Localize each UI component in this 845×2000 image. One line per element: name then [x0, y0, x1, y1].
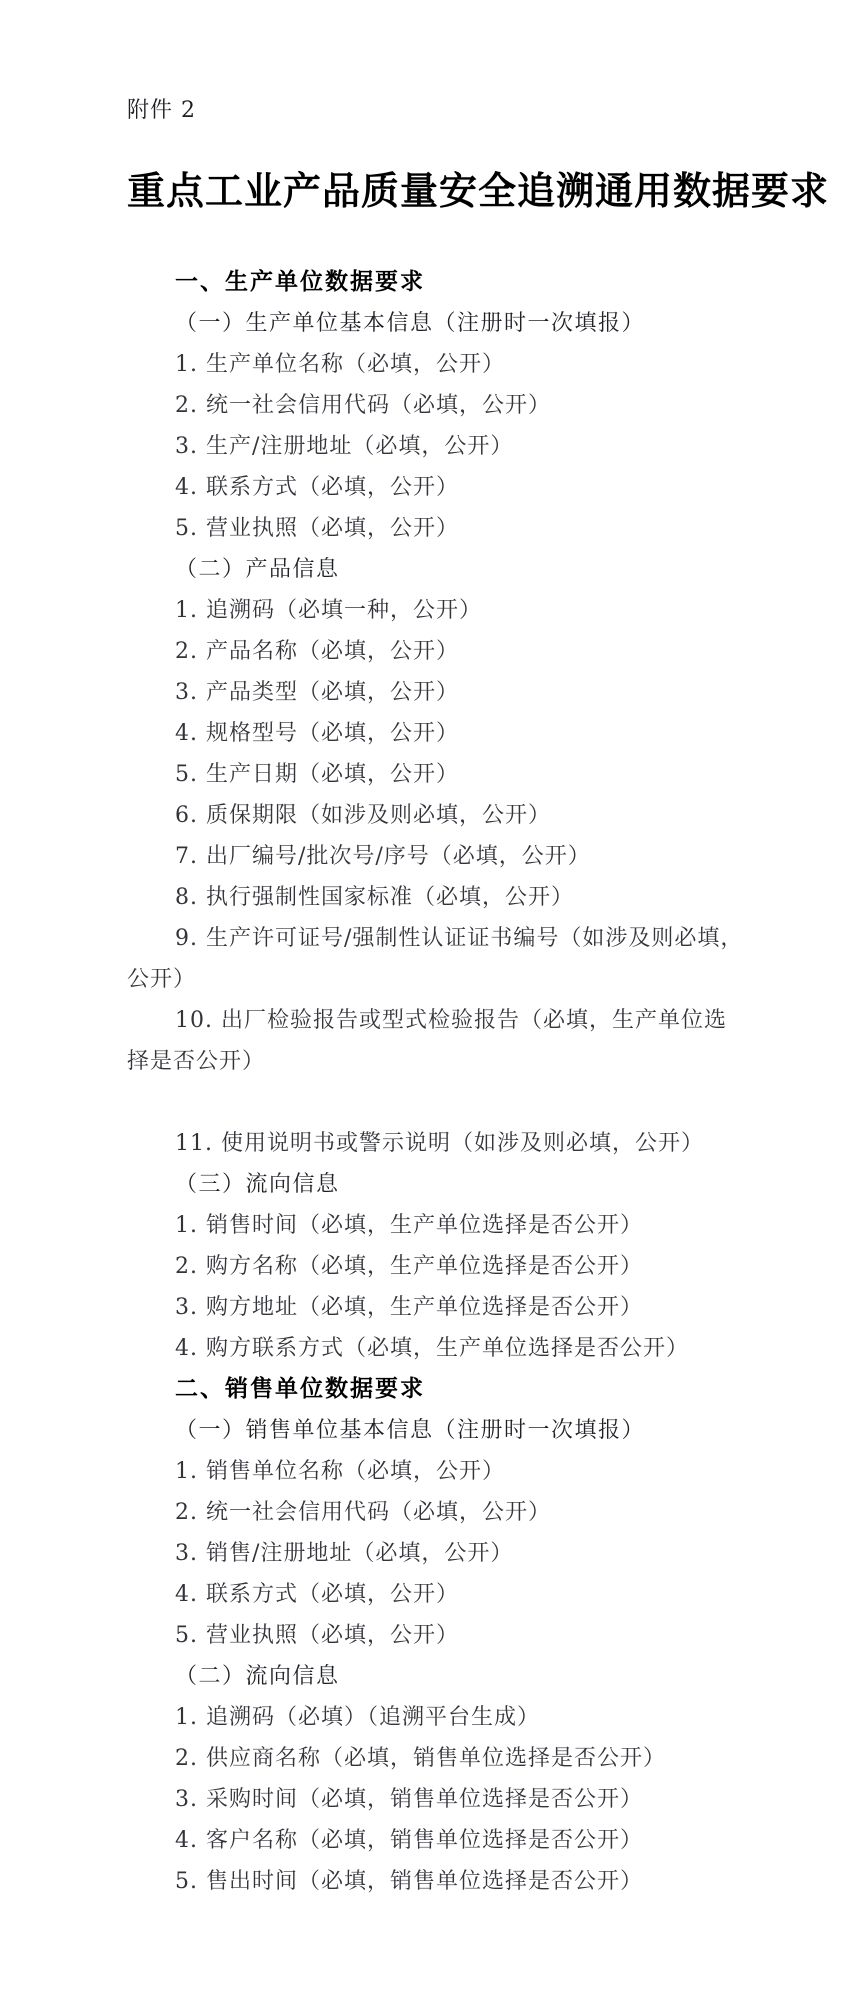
list-item: 1. 生产单位名称（必填，公开）	[175, 352, 505, 377]
list-item: 1. 追溯码（必填一种，公开）	[175, 598, 482, 623]
attachment-label: 附件 2	[127, 98, 196, 123]
list-item: 4. 客户名称（必填，销售单位选择是否公开）	[175, 1828, 643, 1853]
list-item: 1. 追溯码（必填）（追溯平台生成）	[175, 1705, 540, 1730]
blank-line	[127, 1082, 735, 1123]
subsection-heading: （二）流向信息	[175, 1664, 340, 1689]
list-item: 10. 出厂检验报告或型式检验报告（必填，生产单位选	[175, 1008, 727, 1033]
wrapped-line-continuation: 择是否公开）	[127, 1049, 266, 1074]
section-heading: 二、销售单位数据要求	[175, 1376, 425, 1402]
list-item: 4. 规格型号（必填，公开）	[175, 721, 459, 746]
list-item: 5. 生产日期（必填，公开）	[175, 762, 459, 787]
list-item: 2. 供应商名称（必填，销售单位选择是否公开）	[175, 1746, 666, 1771]
list-item: 3. 生产/注册地址（必填，公开）	[175, 434, 514, 459]
list-item: 1. 销售单位名称（必填，公开）	[175, 1459, 505, 1484]
document-title: 重点工业产品质量安全追溯通用数据要求	[127, 169, 830, 213]
list-item: 6. 质保期限（如涉及则必填，公开）	[175, 803, 551, 828]
list-item: 3. 购方地址（必填，生产单位选择是否公开）	[175, 1295, 643, 1320]
list-item: 4. 联系方式（必填，公开）	[175, 475, 459, 500]
subsection-heading: （一）生产单位基本信息（注册时一次填报）	[175, 311, 646, 336]
list-item: 4. 联系方式（必填，公开）	[175, 1582, 459, 1607]
list-item: 2. 统一社会信用代码（必填，公开）	[175, 393, 551, 418]
list-item: 3. 销售/注册地址（必填，公开）	[175, 1541, 514, 1566]
list-item: 9. 生产许可证号/强制性认证证书编号（如涉及则必填，	[175, 926, 744, 951]
subsection-heading: （一）销售单位基本信息（注册时一次填报）	[175, 1418, 646, 1443]
list-item: 3. 采购时间（必填，销售单位选择是否公开）	[175, 1787, 643, 1812]
list-item: 3. 产品类型（必填，公开）	[175, 680, 459, 705]
document-body	[127, 262, 744, 1902]
list-item: 11. 使用说明书或警示说明（如涉及则必填，公开）	[175, 1131, 704, 1156]
list-item: 5. 营业执照（必填，公开）	[175, 1623, 459, 1648]
list-item: 4. 购方联系方式（必填，生产单位选择是否公开）	[175, 1336, 689, 1361]
list-item: 5. 售出时间（必填，销售单位选择是否公开）	[175, 1869, 643, 1894]
list-item: 2. 统一社会信用代码（必填，公开）	[175, 1500, 551, 1525]
list-item: 2. 购方名称（必填，生产单位选择是否公开）	[175, 1254, 643, 1279]
list-item: 1. 销售时间（必填，生产单位选择是否公开）	[175, 1213, 643, 1238]
list-item: 2. 产品名称（必填，公开）	[175, 639, 459, 664]
list-item: 7. 出厂编号/批次号/序号（必填，公开）	[175, 844, 591, 869]
subsection-heading: （三）流向信息	[175, 1172, 340, 1197]
subsection-heading: （二）产品信息	[175, 557, 340, 582]
section-heading: 一、生产单位数据要求	[175, 269, 425, 295]
list-item: 8. 执行强制性国家标准（必填，公开）	[175, 885, 574, 910]
list-item: 5. 营业执照（必填，公开）	[175, 516, 459, 541]
wrapped-line-continuation: 公开）	[127, 967, 197, 992]
